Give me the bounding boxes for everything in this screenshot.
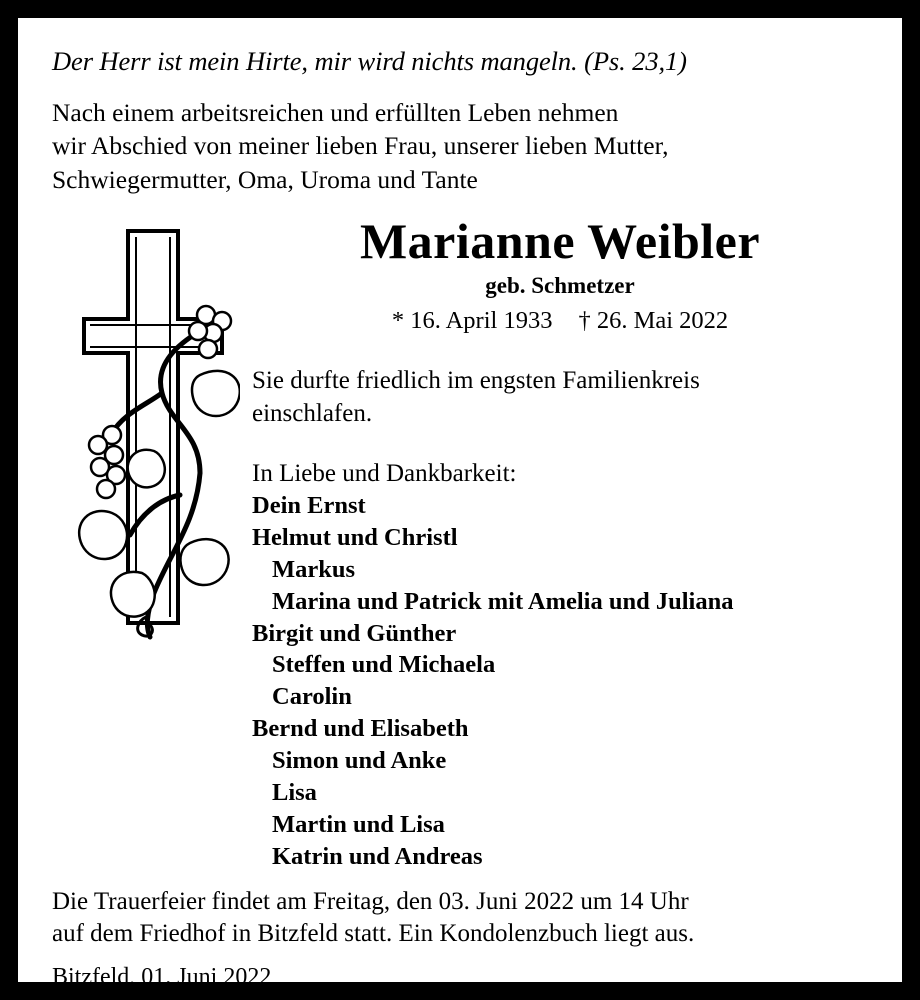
intro-text <box>52 96 868 197</box>
mourner-item: Helmut und Christl <box>252 524 458 552</box>
maiden-name: geb. Schmetzer <box>485 273 635 299</box>
mourner-item: Martin und Lisa <box>272 810 445 838</box>
intro-line: wir Abschied von meiner lieben Frau, unserer lieben Mutter, <box>52 131 669 161</box>
ceremony-line: auf dem Friedhof in Bitzfeld statt. Ein Kondolenzbuch liegt aus. <box>52 920 695 948</box>
mourner-item: Marina und Patrick mit Amelia und Juliana <box>272 587 734 615</box>
cross-with-vine-illustration <box>50 223 240 643</box>
main-block <box>52 212 868 873</box>
mourners-heading: In Liebe und Dankbarkeit: <box>252 460 517 488</box>
intro-line: Nach einem arbeitsreichen und erfüllten Leben nehmen <box>52 97 619 127</box>
mourners-list <box>252 490 868 872</box>
passing-line: Sie durfte friedlich im engsten Familienkreis <box>252 367 700 395</box>
mourner-item: Markus <box>272 555 356 583</box>
mourner-item: Simon und Anke <box>272 747 447 775</box>
funeral-details <box>52 886 868 991</box>
deceased-name: Marianne Weibler <box>359 212 761 269</box>
mourner-item: Dein Ernst <box>252 492 366 520</box>
mourner-item: Carolin <box>272 683 352 711</box>
birth-date: * 16. April 1933 <box>391 307 553 335</box>
mourner-item: Bernd und Elisabeth <box>252 715 469 743</box>
ceremony-text <box>52 886 868 950</box>
mourner-item: Lisa <box>272 778 317 806</box>
life-dates <box>252 307 868 335</box>
bible-verse: Der Herr ist mein Hirte, mir wird nichts mangeln. (Ps. 23,1) <box>52 46 687 76</box>
death-date: † 26. Mai 2022 <box>578 307 729 335</box>
deceased-info <box>252 212 868 873</box>
mourner-item: Steffen und Michaela <box>272 651 496 679</box>
place-and-date: Bitzfeld, 01. Juni 2022 <box>52 964 272 991</box>
intro-line: Schwiegermutter, Oma, Uroma und Tante <box>52 165 478 195</box>
passing-text <box>252 365 868 430</box>
ceremony-line: Die Trauerfeier findet am Freitag, den 03. Juni 2022 um 14 Uhr <box>52 888 689 916</box>
obituary-card <box>18 18 902 991</box>
passing-line: einschlafen. <box>252 399 373 427</box>
mourner-item: Birgit und Günther <box>252 619 457 647</box>
mourner-item: Katrin und Andreas <box>272 842 483 870</box>
